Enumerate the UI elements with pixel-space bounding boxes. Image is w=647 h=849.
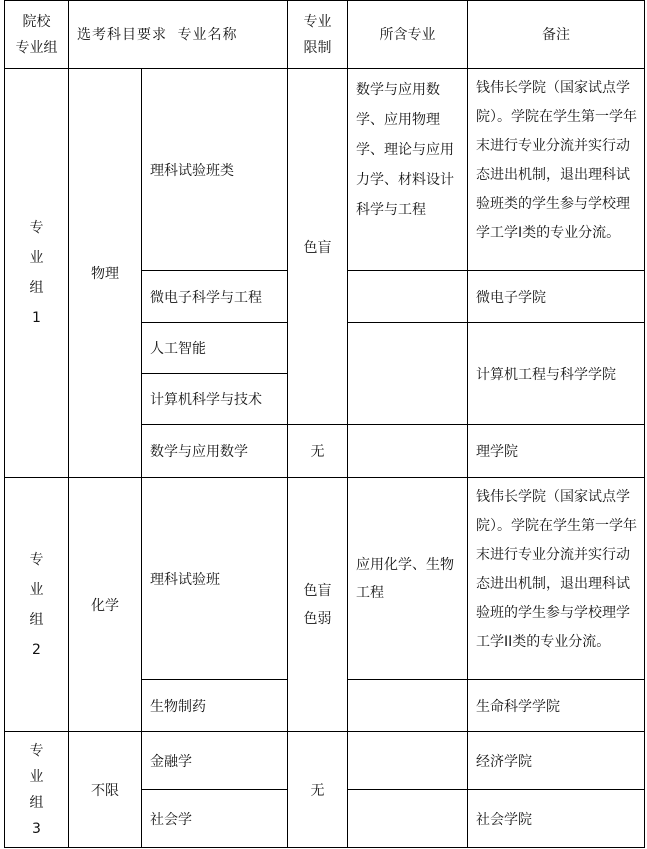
major-name: 人工智能	[142, 323, 288, 374]
note-cell: 理学院	[468, 425, 645, 478]
table-row	[5, 732, 645, 790]
group-cell-3: 专 业 组 3	[5, 732, 69, 848]
includes-cell: 应用化学、生物工程	[348, 478, 468, 680]
note-cell: 计算机工程与科学学院	[468, 323, 645, 425]
note-cell: 钱伟长学院（国家试点学院）。学院在学生第一学年末进行专业分流并实行动态进出机制，退出理科试验班类的学生参与学校理学工学I类的专业分流。	[468, 69, 645, 271]
major-name: 微电子科学与工程	[142, 271, 288, 323]
header-includes: 所含专业	[348, 1, 468, 69]
major-name: 金融学	[142, 732, 288, 790]
major-name: 社会学	[142, 790, 288, 848]
table-row	[5, 478, 645, 680]
restriction-cell: 色盲 色弱	[288, 478, 348, 732]
major-name: 理科试验班类	[142, 69, 288, 271]
includes-cell	[348, 732, 468, 790]
note-cell: 钱伟长学院（国家试点学院）。学院在学生第一学年末进行专业分流并实行动态进出机制，退出理科试验班的学生参与学校理学工学II类的专业分流。	[468, 478, 645, 680]
subject-cell: 物理	[69, 69, 142, 478]
includes-cell	[348, 425, 468, 478]
includes-cell	[348, 271, 468, 323]
restriction-cell: 无	[288, 425, 348, 478]
note-cell: 经济学院	[468, 732, 645, 790]
subject-cell: 化学	[69, 478, 142, 732]
includes-cell	[348, 323, 468, 425]
header-restriction: 专业 限制	[288, 1, 348, 69]
note-cell: 社会学院	[468, 790, 645, 848]
major-name: 生物制药	[142, 680, 288, 732]
header-subject-and-major: 选考科目要求 专业名称	[69, 1, 288, 69]
group-cell-2: 专 业 组 2	[5, 478, 69, 732]
table-row	[5, 69, 645, 271]
restriction-cell: 色盲	[288, 69, 348, 425]
includes-cell	[348, 680, 468, 732]
subject-cell: 不限	[69, 732, 142, 848]
major-name: 数学与应用数学	[142, 425, 288, 478]
major-name: 计算机科学与技术	[142, 374, 288, 425]
note-cell: 生命科学学院	[468, 680, 645, 732]
header-notes: 备注	[468, 1, 645, 69]
restriction-cell: 无	[288, 732, 348, 848]
header-row	[5, 1, 645, 69]
group-cell-1: 专 业 组 1	[5, 69, 69, 478]
admission-table	[4, 0, 645, 848]
note-cell: 微电子学院	[468, 271, 645, 323]
includes-cell	[348, 790, 468, 848]
header-group: 院校 专业组	[5, 1, 69, 69]
major-name: 理科试验班	[142, 478, 288, 680]
includes-cell: 数学与应用数学、应用物理学、理论与应用力学、材料设计科学与工程	[348, 69, 468, 271]
